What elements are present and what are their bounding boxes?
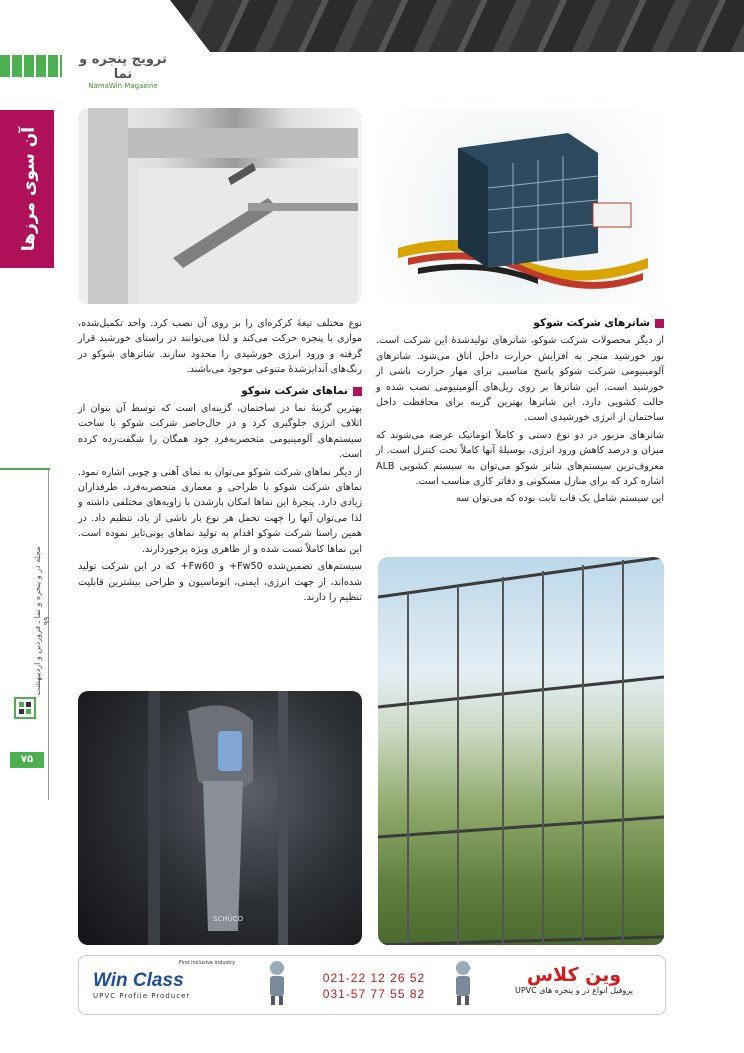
facades-heading-text: نماهای شرکت شوکو [241,384,348,397]
right-text-column [376,316,664,556]
ad-phone-2: 031-57 77 55 82 [322,987,426,1001]
glass-facade-photo [378,557,664,945]
ad-sub-fa: پروفیل انواع در و پنجره های UPVC [514,986,633,995]
robot-mascot-icon [265,960,289,1006]
building-photo [378,108,664,304]
green-rule [0,468,50,470]
heading-bullet-icon [353,387,362,396]
page-number: ۷۵ [10,752,44,768]
ad-phone-1: 021-22 12 26 52 [322,971,426,985]
facades-heading [78,384,362,399]
vertical-caption: مجله در و پنجره و نما ـ فروردین و اردیبهشت ۹۹ [33,546,51,696]
ad-sub-en: UPVC Profile Producer [93,992,191,1000]
winclass-logo [93,970,243,1004]
side-divider [48,470,49,800]
magazine-logo [78,52,168,90]
ad-tagline: First inclusive industry [179,960,236,966]
shutters-continued: نوع مختلف تیغهٔ کرکره‌ای را بر روی آن نصب کرد. واحد تکمیل‌شده، موازی با پنجره حرکت می‌کند و لذا می‌توانند در راستای خورشید قرار گرفته و ورود انرژی خورشیدی را محدود سازند. شاترهای شوکو در رنگ‌های آندایزشدهٔ متنوعی موجود می‌باشند. [78,318,362,376]
winclass-advertisement[interactable] [78,955,666,1015]
section-title: آن سوی مرزها [19,126,39,252]
window-handle-photo [78,691,362,945]
shutters-heading [376,316,664,331]
ad-brand-en: Win Class [93,970,184,991]
shutters-paragraph-1: از دیگر محصولات شرکت شوکو، شاترهای تولیدشدهٔ این شرکت است. نور خورشید منجر به افزایش حرارت داخل اتاق می‌شود. شاترهای آلومینیومی شرکت شوکو پاسخ مناسبی برای مهار حرارت ناشی از خورشید است. این شاترها بر روی ریل‌های آلومینیومی نصب شده و حالت کشویی دارد. این شاترها بهترین گزینه برای محافظت داخل ساختمان از انرژی خورشیدی است. [376,335,664,424]
winclass-fa-logo [499,964,649,995]
ad-brand-fa: وین کلاس [526,964,622,986]
header-stripes [170,0,744,52]
ad-phones [319,970,429,1002]
shutters-paragraph-2: شاترهای مزبور در دو نوع دستی و کاملاً اتوماتیک عرضه می‌شوند که میزان و درصد کاهش ورود انرژی، بوسیلهٔ آنها کاملاً تحت کنترل است. از معروف‌ترین سیستم‌های شاتر شوکو می‌توان به سیستم کشویی ALB اشاره کرد که برای منازل مسکونی و دفاتر کاری مناسب است. [376,429,664,488]
logo-fa-text: ترویج پنجره و نما [79,52,167,82]
facades-paragraph-1: بهترین گزینهٔ نما در ساختمان، گزینه‌ای است که توسط آن بتوان از اتلاف انرژی جلوگیری کرد و در حال‌حاضر شرکت شوکو با ساخت سیستم‌های آلومینیومی منحصربه‌فرد خود همگان را شگفت‌زده کرده است. [78,403,362,461]
shutters-heading-text: شاترهای شرکت شوکو [533,317,650,329]
green-stripe-bar [0,55,62,77]
shutters-paragraph-3: این سیستم شامل یک قاب ثابت بوده که می‌توان سه [456,493,664,505]
facades-paragraph-2: از دیگر نماهای شرکت شوکو می‌توان به نمای آهنی و چوبی اشاره نمود. نماهای شرکت شوکو با طراحی و معماری منحصربه‌فرد، طرفداران زیادی دارد. پنجرهٔ این نماها امکان بازشدن با زاویه‌های مختلفی داشته و لذا می‌توان آنها را جهت تحمل هر نوع بار ناشی از باد، تنظیم داد. در همین راستا شرکت شوکو اقدام به تولید نماهای یونی‌تایز نموده است. این نماها کاملاً تست شده و از ظاهری ویژه برخوردارند. [78,466,362,555]
robot-mascot-icon [451,960,475,1006]
heading-bullet-icon [655,319,664,328]
window-hinge-photo [78,108,362,304]
window-logo-icon [12,695,38,721]
header-bar [0,0,744,52]
svg-text:SCHÜCO: SCHÜCO [213,915,244,923]
left-text-column [78,316,362,686]
logo-en-text: NamaWin Magazine [88,82,158,90]
facades-paragraph-3: سیستم‌های تضمین‌شده Fw50+ و Fw60+ که در این شرکت تولید شده‌اند، از جهت انرژی، ایمنی، اتوماسیون و طراحی بیشترین قابلیت تنظیم را دارند. [78,561,362,603]
